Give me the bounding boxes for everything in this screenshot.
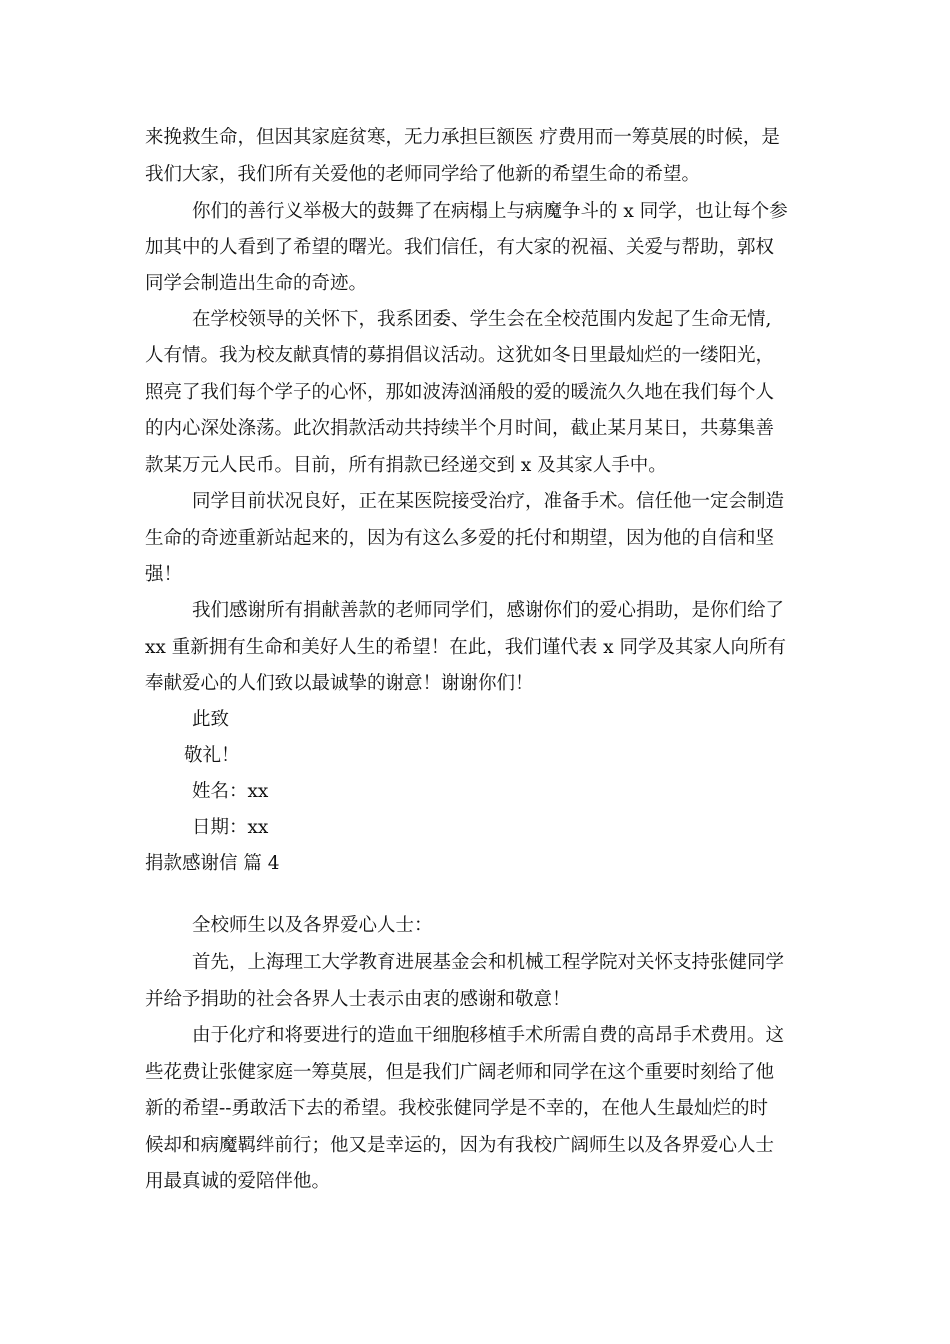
paragraph-line: 首先，上海理工大学教育进展基金会和机械工程学院对关怀支持张健同学 — [192, 952, 785, 973]
signature-name: 姓名：xx — [192, 781, 269, 802]
paragraph-line: 奉献爱心的人们致以最诚挚的谢意！谢谢你们！ — [145, 673, 534, 694]
paragraph-line: 在学校领导的关怀下，我系团委、学生会在全校范围内发起了生命无情, — [192, 309, 772, 330]
section-title: 捐款感谢信 篇 4 — [145, 853, 280, 874]
paragraph-line: 同学目前状况良好，正在某医院接受治疗，准备手术。信任他一定会制造 — [192, 491, 785, 512]
paragraph-line: 人有情。我为校友献真情的募捐倡议活动。这犹如冬日里最灿烂的一缕阳光， — [145, 345, 775, 366]
paragraph-line: 用最真诚的爱陪伴他。 — [145, 1171, 331, 1192]
paragraph-line: 照亮了我们每个学子的心怀，那如波涛汹涌般的爱的暖流久久地在我们每个人 — [145, 382, 775, 403]
paragraph-line: 加其中的人看到了希望的曙光。我们信任，有大家的祝福、关爱与帮助，郭权 — [145, 237, 775, 258]
paragraph-line: 我们感谢所有捐献善款的老师同学们，感谢你们的爱心捐助，是你们给了 — [192, 600, 785, 621]
paragraph-line: 新的希望--勇敢活下去的希望。我校张健同学是不幸的，在他人生最灿烂的时 — [145, 1098, 769, 1119]
paragraph-line: 强！ — [145, 564, 183, 585]
closing-salute: 敬礼！ — [184, 745, 240, 766]
paragraph-line: 我们大家，我们所有关爱他的老师同学给了他新的希望生命的希望。 — [145, 164, 701, 185]
paragraph-line: 些花费让张健家庭一筹莫展，但是我们广阔老师和同学在这个重要时刻给了他 — [145, 1062, 775, 1083]
paragraph-line: 并给予捐助的社会各界人士表示由衷的感谢和敬意！ — [145, 989, 571, 1010]
paragraph-line: xx 重新拥有生命和美好人生的希望！在此，我们谨代表 x 同学及其家人向所有 — [145, 637, 786, 658]
paragraph-line: 候却和病魔羁绊前行；他又是幸运的，因为有我校广阔师生以及各界爱心人士 — [145, 1135, 775, 1156]
paragraph-line: 同学会制造出生命的奇迹。 — [145, 273, 368, 294]
paragraph-line: 生命的奇迹重新站起来的，因为有这么多爱的托付和期望，因为他的自信和坚 — [145, 528, 775, 549]
closing-phrase: 此致 — [192, 709, 230, 730]
paragraph-line: 来挽救生命，但因其家庭贫寒，无力承担巨额医 疗费用而一筹莫展的时候，是 — [145, 127, 780, 148]
paragraph-line: 的内心深处涤荡。此次捐款活动共持续半个月时间，截止某月某日，共募集善 — [145, 418, 775, 439]
paragraph-line: 由于化疗和将要进行的造血干细胞移植手术所需自费的高昂手术费用。这 — [192, 1025, 785, 1046]
paragraph-line: 你们的善行义举极大的鼓舞了在病榻上与病魔争斗的 x 同学，也让每个参 — [192, 201, 788, 222]
letter-salutation: 全校师生以及各界爱心人士： — [192, 915, 433, 936]
signature-date: 日期：xx — [192, 817, 269, 838]
paragraph-line: 款某万元人民币。目前，所有捐款已经递交到 x 及其家人手中。 — [145, 455, 667, 476]
